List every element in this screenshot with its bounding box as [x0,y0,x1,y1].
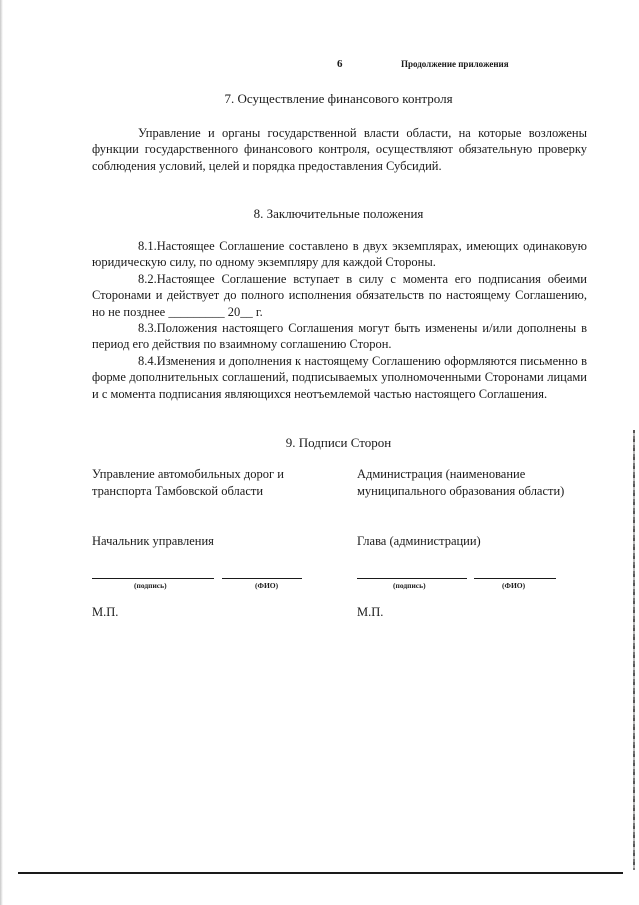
header-note: Продолжение приложения [401,59,509,69]
right-name-line [474,578,556,579]
bottom-rule [18,872,623,874]
clause-8-1: 8.1.Настоящее Соглашение составлено в двух экземплярах, имеющих одинаковую юридическую силу, по одному экземпляру для каждой Стороны. [92,239,587,270]
left-party-position: Начальник управления [92,534,214,548]
clause-8-2: 8.2.Настоящее Соглашение вступает в силу с момента его подписания обеими Сторонами и действует до полного исполнения обязательств по настоящему Соглашению, но не позднее _________ 20__ г. [92,272,587,319]
section-8-title: 8. Заключительные положения [253,206,424,221]
left-party-organization: Управление автомобильных дорог и транспорта Тамбовской области [92,467,284,498]
page-number: 6 [337,58,343,70]
left-stamp-place: М.П. [92,605,119,619]
clause-8-3: 8.3.Положения настоящего Соглашения могут быть изменены и/или дополнены в период его действия по взаимному соглашению Сторон. [92,321,587,352]
right-signature-line [357,578,467,579]
left-name-line [222,578,302,579]
left-signature-line [92,578,214,579]
scan-edge-right [633,430,635,870]
section-7-title: 7. Осуществление финансового контроля [224,91,453,106]
left-name-caption: (ФИО) [255,581,279,590]
right-stamp-place: М.П. [357,605,384,619]
right-name-caption: (ФИО) [502,581,526,590]
section-9-title: 9. Подписи Сторон [285,435,392,450]
section-7-text: Управление и органы государственной власти области, на которые возложены функции государственного финансового контроля, осуществляют обязательную проверку соблюдения условий, целей и порядка предоставления Субсидий. [92,126,587,173]
right-party-position: Глава (администрации) [357,534,481,548]
left-signature-caption: (подпись) [134,581,167,590]
scan-edge-left [0,0,3,905]
right-signature-caption: (подпись) [393,581,426,590]
right-party-organization: Администрация (наименование муниципального образования области) [357,467,565,498]
clause-8-4: 8.4.Изменения и дополнения к настоящему Соглашению оформляются письменно в форме дополнительных соглашений, подписываемых уполномоченными Сторонами лицами и с момента подписания являющихся неотъемлемой частью настоящего Соглашения. [92,354,587,401]
